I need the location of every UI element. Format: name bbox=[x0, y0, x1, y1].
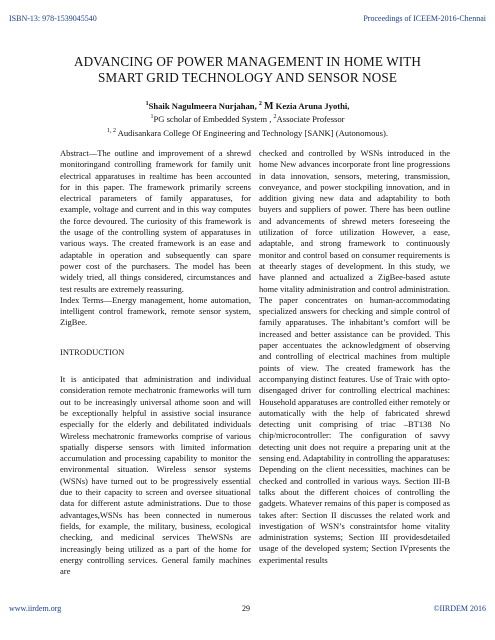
role1-superscript: 1 bbox=[150, 114, 154, 121]
left-column bbox=[60, 148, 251, 577]
author-block bbox=[40, 100, 455, 140]
affiliation-text: Audisankara College Of Engineering and Technology [SANK] (Autonomous). bbox=[117, 127, 389, 138]
author1-superscript: 1 bbox=[145, 101, 149, 108]
author2-initial: M bbox=[264, 101, 274, 112]
paper-title bbox=[40, 54, 455, 85]
author2-name: Kezia Aruna Jyothi, bbox=[275, 101, 350, 111]
introduction-paragraph-left: It is anticipated that administration and individual consideration remote mechatronic frameworks will turn out to be increasingly universal athome soon and will be exceptionally helpful in assistive social insurance especially for the elderly and debilitated individuals Wireless mechatronic frameworks comprise of various spatially disperse sensors with limited information accumulation and processing capability to monitor the environmental situation. Wireless sensor systems (WSNs) have turned out to be progressively essential due to their capacity to screen and oversee situational data for different astute administrations. Due to those advantages,WSNs has been connected in numerous fields, for example, the military, business, ecological checking, and medicinal services TheWSNs are increasingly being utilized as a part of the home for energy controlling services. General family machines are bbox=[60, 374, 251, 577]
paper-title-line-1: ADVANCING OF POWER MANAGEMENT IN HOME WITH bbox=[73, 54, 422, 69]
index-terms-paragraph: Index Terms—Energy management, home automation, intelligent control framework, remote sensor system, ZigBee. bbox=[60, 294, 251, 328]
author1-name: Shaik Nagulmeera Nurjahan, bbox=[148, 101, 257, 111]
introduction-heading: INTRODUCTION bbox=[60, 346, 125, 357]
footer-page-number: 29 bbox=[242, 604, 250, 613]
introduction-paragraph-right: checked and controlled by WSNs introduced in the home New advances incorporate front line progressions in data innovation, sensors, metering, transmission, conveyance, and power stockpiling innovation, and in addition giving new data and adaptability to both buyers and suppliers of power. There has been outline and advancements of shrewd meters foreseeing the utilization of force utilization However, a ease, adaptable, and strong framework to continuously monitor and control based on consumer requirements is at theearly stages of development. In this study, we have planned and actualized a ZigBee-based astute home vitality administration and control administration. The paper concentrates on human-accommodating specialized answers for checking and simple control of family apparatuses. The inhabitant’s comfort will be increased and better assistance can be provided. This paper accentuates the acknowledgment of observing and controlling of electrical machines from multiple points of view. The created framework has the accompanying distinct features. Use of Traic with opto-disengaged driver for controlling electrical machines: Household apparatuses are controlled either remotely or automatically with the help of fabricated shrewd detecting unit comprising of triac –BT138 No chip/microcontroller: The configuration of savvy detecting unit does not require a preparing unit at the sensing end. Adaptability in controlling the apparatuses: Depending on the client necessities, machines can be checked and controlled in various ways. Section III-B talks about the different choices of controlling the gadgets. Whatever remains of this paper is composed as takes after: Section II discusses the related work and investigation of WSN’s constraintsfor home vitality administration systems; Section III providesdetailed usage of the developed system; Section IVpresents the experimental results bbox=[259, 148, 450, 565]
role2-superscript: 2 bbox=[273, 114, 277, 121]
proceedings-header: Proceedings of ICEEM-2016-Chennai bbox=[363, 14, 486, 23]
paper-title-line-2: SMART GRID TECHNOLOGY AND SENSOR NOSE bbox=[97, 69, 398, 85]
isbn-header: ISBN-13: 978-1539045540 bbox=[9, 14, 97, 23]
role2-text: Associate Professor bbox=[276, 114, 345, 125]
author2-superscript: 2 bbox=[258, 101, 262, 108]
affiliation-superscript: 1, 2 bbox=[106, 127, 116, 134]
author-names bbox=[40, 100, 455, 113]
abstract-paragraph: Abstract—The outline and improvement of a shrewd monitoringand controlling framework for family unit electrical apparatuses in realtime has been accounted for in this paper. The framework primarily screens electrical parameters of family apparatuses, for example, voltage and current and in this way computes the force devoured. The curiosity of this framework is the usage of the controlling system of apparatuses in various ways. The created framework is an ease and adaptable in operation and subsequently can spare power cost of the purchasers. The model has been widely tried, all things considered, circumstances and test results are extremely reassuring. bbox=[60, 148, 251, 294]
role1-text: PG scholar of Embedded System , bbox=[153, 114, 272, 125]
author-affiliation bbox=[40, 127, 455, 140]
footer-copyright: ©IIRDEM 2016 bbox=[433, 604, 486, 613]
footer-website-link[interactable]: www.iirdem.org bbox=[9, 604, 62, 613]
right-column bbox=[259, 148, 450, 566]
author-roles bbox=[40, 113, 455, 126]
